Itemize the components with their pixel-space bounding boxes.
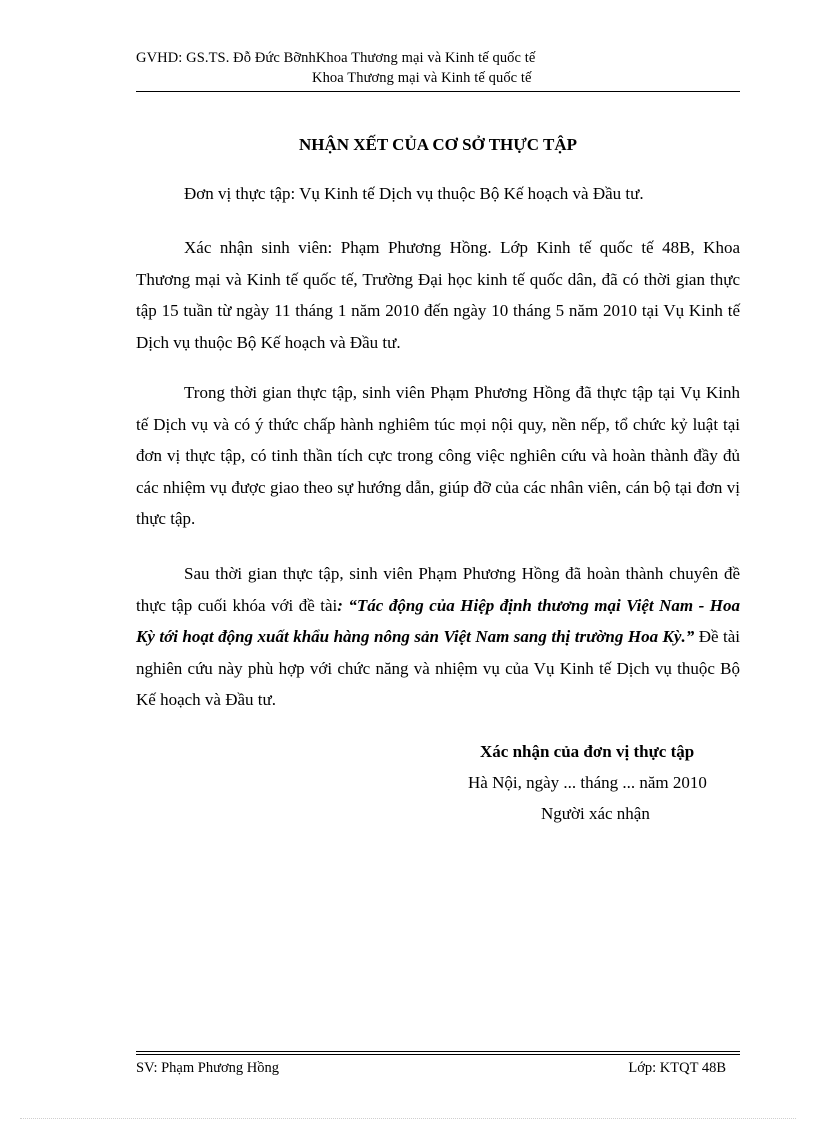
header-faculty: Khoa Thương mại và Kinh tế quốc tế <box>312 70 532 86</box>
signature-date: Hà Nội, ngày ... tháng ... năm 2010 <box>468 773 707 792</box>
thesis-intro: Sau thời gian thực tập, sinh viên Phạm Phương Hồng đã hoàn thành chuyên đề thực tập cuối khóa với đề tài <box>136 564 740 615</box>
signature-block <box>440 736 770 829</box>
thesis-conclusion: Đề tài nghiên cứu này phù hợp với chức năng và nhiệm vụ của Vụ Kinh tế Dịch vụ thuộc Bộ Kế hoạch và Đầu tư. <box>136 627 740 709</box>
header-supervisor: GVHD: GS.TS. Đỗ Đức BỡnhKhoa Thương mại và Kinh tế quốc tế <box>136 50 536 66</box>
footer-class: Lớp: KTQT 48B <box>628 1060 726 1076</box>
thesis-topic: : “Tác động của Hiệp định thương mại Việt Nam - Hoa Kỳ tới hoạt động xuất khẩu hàng nông sản Việt Nam sang thị trường Hoa Kỳ.” <box>136 595 740 646</box>
paragraph-thesis <box>136 558 740 716</box>
paragraph-conduct: Trong thời gian thực tập, sinh viên Phạm Phương Hồng đã thực tập tại Vụ Kinh tế Dịch vụ và có ý thức chấp hành nghiêm túc mọi nội quy, nền nếp, tổ chức kỷ luật tại đơn vị thực tập, có tinh thần tích cực trong công việc nghiên cứu và hoàn thành đầy đủ các nhiệm vụ được giao theo sự hướng dẫn, giúp đỡ của các nhân viên, cán bộ tại đơn vị thực tập. <box>136 383 740 528</box>
page-title: NHẬN XẾT CỦA CƠ SỞ THỰC TẬP <box>298 135 578 154</box>
signature-heading: Xác nhận của đơn vị thực tập <box>480 742 695 761</box>
paragraph-internship-unit: Đơn vị thực tập: Vụ Kinh tế Dịch vụ thuộc Bộ Kế hoạch và Đầu tư. <box>184 184 644 203</box>
paragraph-student-confirmation: Xác nhận sinh viên: Phạm Phương Hồng. Lớp Kinh tế quốc tế 48B, Khoa Thương mại và Kinh tế quốc tế, Trường Đại học kinh tế quốc dân, đã có thời gian thực tập 15 tuần từ ngày 11 tháng 1 năm 2010 đến ngày 10 tháng 5 năm 2010 tại Vụ Kinh tế Dịch vụ thuộc Bộ Kế hoạch và Đầu tư. <box>136 238 740 352</box>
page-header <box>136 48 740 88</box>
footer-student: SV: Phạm Phương Hồng <box>136 1060 279 1076</box>
footer-divider <box>136 1051 740 1055</box>
signature-signer: Người xác nhận <box>541 804 650 823</box>
header-divider <box>136 91 740 92</box>
page-edge-divider <box>20 1118 796 1119</box>
